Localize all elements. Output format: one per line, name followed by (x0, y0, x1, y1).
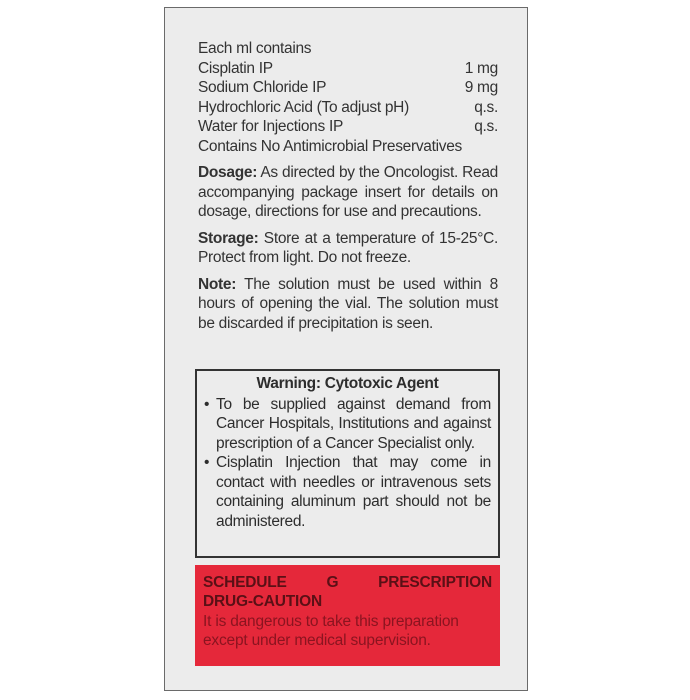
dosage-text: As directed by the Oncologist. Read accompanying package insert for details on dosage, directions for use and precautions. (198, 164, 498, 220)
prescription-word: PRESCRIPTION (378, 574, 492, 591)
warning-bullet (204, 453, 491, 531)
schedule-g-box (195, 565, 500, 666)
drug-caution-heading: DRUG-CAUTION (203, 593, 323, 610)
ingredient-name: Sodium Chloride IP (198, 79, 327, 96)
note-text: The solution must be used within 8 hours of opening the vial. The solution must be discarded if precipitation is seen. (198, 275, 498, 332)
bullet-icon: • (204, 454, 210, 471)
composition-row (198, 78, 498, 98)
ingredient-name: Water for Injections IP (198, 118, 343, 135)
ingredient-name: Cisplatin IP (198, 59, 273, 77)
drug-label-panel (164, 7, 528, 691)
ingredient-amount: 9 mg (464, 79, 498, 96)
composition-row (198, 59, 498, 79)
bullet-icon: • (204, 395, 210, 413)
storage-text: Store at a temperature of 15-25°C. Protect from light. Do not freeze. (198, 229, 498, 266)
label-content (198, 39, 498, 333)
schedule-heading (203, 573, 492, 592)
warning-box (195, 369, 500, 558)
ingredient-name: Hydrochloric Acid (To adjust pH) (198, 98, 409, 116)
composition-row (198, 117, 498, 137)
ingredient-amount: q.s. (474, 118, 498, 135)
composition-header: Each ml contains (198, 40, 312, 57)
warning-bullet-text: To be supplied against demand from Cancer Hospitals, Institutions and against prescription of a Cancer Specialist only. (216, 395, 491, 452)
ingredient-amount: q.s. (474, 98, 498, 116)
note-section (198, 275, 498, 334)
note-label: Note: (198, 275, 237, 293)
dosage-section (198, 163, 498, 222)
dosage-label: Dosage: (198, 164, 258, 181)
warning-bullet (204, 395, 491, 454)
ingredient-amount: 1 mg (464, 59, 498, 77)
warning-bullet-text: Cisplatin Injection that may come in contact with needles or intravenous sets containing aluminum part should not be administered. (216, 454, 491, 530)
schedule-letter: G (326, 574, 339, 591)
caution-text: It is dangerous to take this preparation except under medical supervision. (203, 613, 459, 649)
composition-row (198, 98, 498, 118)
storage-label: Storage: (198, 229, 259, 247)
schedule-word: SCHEDULE (203, 574, 287, 591)
warning-title: Warning: Cytotoxic Agent (256, 375, 439, 392)
preservative-note: Contains No Antimicrobial Preservatives (198, 137, 462, 155)
storage-section (198, 229, 498, 268)
